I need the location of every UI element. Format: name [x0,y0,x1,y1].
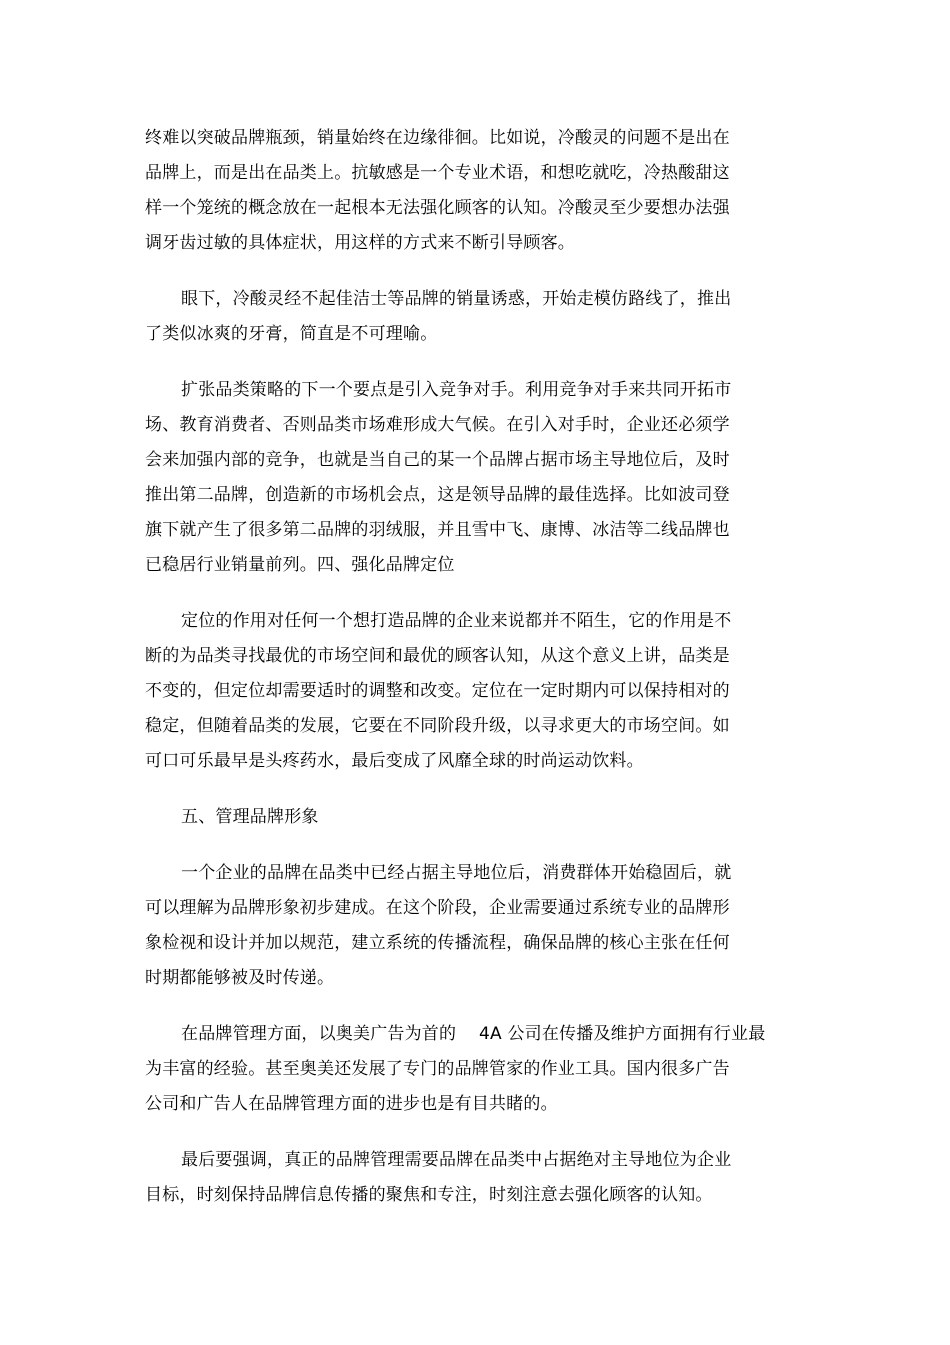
paragraph-3-line-1: 扩张品类策略的下一个要点是引入竞争对手。利用竞争对手来共同开拓市 [181,380,732,400]
paragraph-2-line-1: 眼下，冷酸灵经不起佳洁士等品牌的销量诱惑，开始走模仿路线了，推出 [181,289,732,309]
paragraph-3-line-2: 场、教育消费者、否则品类市场难形成大气候。在引入对手时，企业还必须学 [145,415,730,435]
paragraph-1-line-2: 品牌上，而是出在品类上。抗敏感是一个专业术语，和想吃就吃，冷热酸甜这 [145,163,730,183]
paragraph-1-line-3: 样一个笼统的概念放在一起根本无法强化顾客的认知。冷酸灵至少要想办法强 [145,198,730,218]
paragraph-7-line-1: 在品牌管理方面，以奥美广告为首的 4A 公司在传播及维护方面拥有行业最 [181,1024,766,1044]
paragraph-1-line-1: 终难以突破品牌瓶颈，销量始终在边缘徘徊。比如说，冷酸灵的问题不是出在 [145,128,730,148]
paragraph-3-line-3: 会来加强内部的竞争，也就是当自己的某一个品牌占据市场主导地位后，及时 [145,450,730,470]
paragraph-2-line-2: 了类似冰爽的牙膏，简直是不可理喻。 [145,324,438,344]
paragraph-6-line-1: 一个企业的品牌在品类中已经占据主导地位后，消费群体开始稳固后，就 [181,863,732,883]
paragraph-3-line-6: 已稳居行业销量前列。四、强化品牌定位 [145,555,455,575]
paragraph-8-line-2: 目标，时刻保持品牌信息传播的聚焦和专注，时刻注意去强化顾客的认知。 [145,1185,713,1205]
paragraph-4-line-1: 定位的作用对任何一个想打造品牌的企业来说都并不陌生，它的作用是不 [181,611,732,631]
paragraph-8-line-1: 最后要强调，真正的品牌管理需要品牌在品类中占据绝对主导地位为企业 [181,1150,732,1170]
paragraph-4-line-5: 可口可乐最早是头疼药水，最后变成了风靡全球的时尚运动饮料。 [145,751,644,771]
section-heading-brand-image: 五、管理品牌形象 [181,807,319,827]
paragraph-1-line-4: 调牙齿过敏的具体症状，用这样的方式来不断引导顾客。 [145,233,575,253]
paragraph-6-line-4: 时期都能够被及时传递。 [145,968,335,988]
paragraph-6-line-3: 象检视和设计并加以规范，建立系统的传播流程，确保品牌的核心主张在任何 [145,933,730,953]
paragraph-4-line-3: 不变的，但定位却需要适时的调整和改变。定位在一定时期内可以保持相对的 [145,681,730,701]
paragraph-6-line-2: 可以理解为品牌形象初步建成。在这个阶段，企业需要通过系统专业的品牌形 [145,898,730,918]
paragraph-4-line-2: 断的为品类寻找最优的市场空间和最优的顾客认知，从这个意义上讲，品类是 [145,646,730,666]
paragraph-4-line-4: 稳定，但随着品类的发展，它要在不同阶段升级，以寻求更大的市场空间。如 [145,716,730,736]
paragraph-3-line-4: 推出第二品牌，创造新的市场机会点，这是领导品牌的最佳选择。比如波司登 [145,485,730,505]
paragraph-3-line-5: 旗下就产生了很多第二品牌的羽绒服，并且雪中飞、康博、冰洁等二线品牌也 [145,520,730,540]
paragraph-7-line-2: 为丰富的经验。甚至奥美还发展了专门的品牌管家的作业工具。国内很多广告 [145,1059,730,1079]
paragraph-7-line-3: 公司和广告人在品牌管理方面的进步也是有目共睹的。 [145,1094,558,1114]
